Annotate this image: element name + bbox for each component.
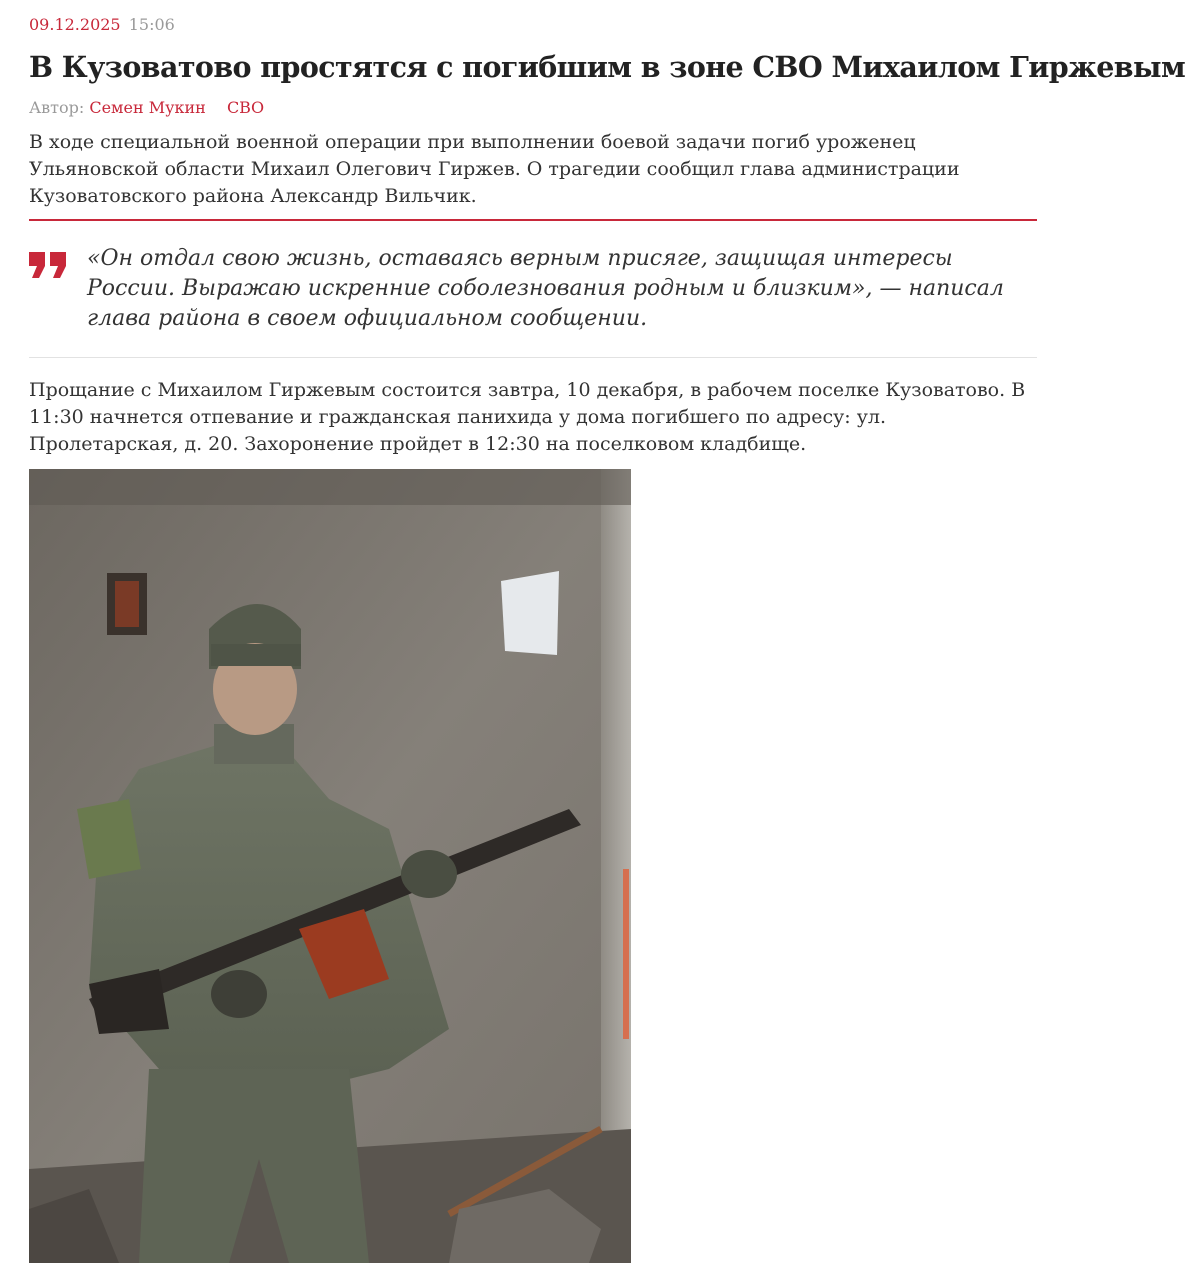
byline xyxy=(29,98,264,117)
author-link[interactable]: Семен Мукин xyxy=(89,98,206,117)
photo-illustration xyxy=(29,469,631,1263)
article-date: 09.12.2025 xyxy=(29,15,121,34)
quote-marks-icon xyxy=(29,252,67,278)
author-label: Автор: xyxy=(29,98,85,117)
article-title: В Кузоватово простятся с погибшим в зоне СВО Михаилом Гиржевым xyxy=(29,50,1185,84)
tag-link[interactable]: СВО xyxy=(226,98,265,117)
article-photo xyxy=(29,469,631,1263)
article-body: Прощание с Михаилом Гиржевым состоится завтра, 10 декабря, в рабочем поселке Кузоватово. В 11:30 начнется отпевание и гражданская панихида у дома погибшего по адресу: ул. Пролетарская, д. 20. Захоронение пройдет в 12:30 на поселковом кладбище. xyxy=(29,379,1026,455)
article-meta xyxy=(29,15,175,34)
article-quote: «Он отдал свою жизнь, оставаясь верным присяге, защищая интересы России. Выражаю искренние соболезнования родным и близким», — написал глава района в своем официальном сообщении. xyxy=(87,246,1004,331)
article-lead: В ходе специальной военной операции при выполнении боевой задачи погиб уроженец Ульяновской области Михаил Олегович Гиржев. О трагедии сообщил глава администрации Кузоватовского района Александр Вильчик. xyxy=(29,131,960,207)
quote-divider xyxy=(29,357,1037,358)
divider xyxy=(29,219,1037,221)
article-time: 15:06 xyxy=(128,15,175,34)
